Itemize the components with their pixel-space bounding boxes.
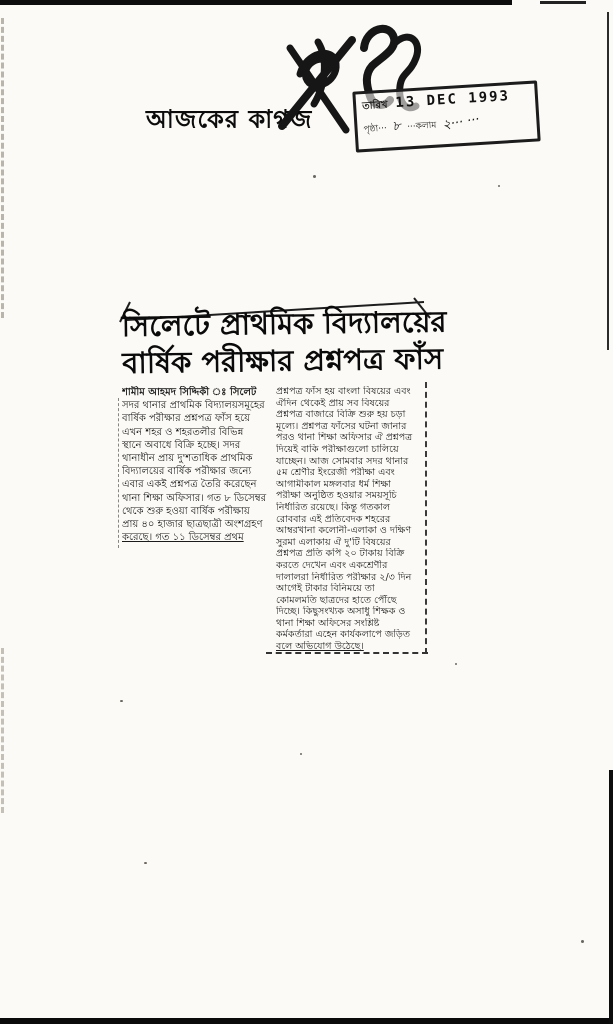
text-line: থানাধীন প্রায় দু'শতাধিক প্রাথমিক xyxy=(122,453,253,465)
text-line: আগেই টাকার বিনিময়ে তা xyxy=(276,583,375,595)
text-line: দিয়েই বাকি পরীক্ষাগুলো চালিয়ে xyxy=(276,443,399,455)
text-line: মূল্যে। প্রশ্নপত্র ফাঁসের ঘটনা জানার xyxy=(276,420,407,432)
text-line: প্রশ্নপত্র বাজারে বিক্রি শুরু হয় চড়া xyxy=(276,409,406,421)
text-line: পরও থানা শিক্ষা অফিসার ঐ প্রশ্নপত্র xyxy=(276,432,413,444)
noise-speck xyxy=(581,940,584,943)
noise-speck xyxy=(455,663,457,665)
text-line: বলে অভিযোগ উঠেছে। xyxy=(276,641,364,653)
text-line: কোমলমতি ছাত্রদের হাতে পৌঁছে xyxy=(276,594,397,606)
text-line: করতে দেখেন এবং একশ্রেণীর xyxy=(276,559,388,571)
text-line: সুরমা এলাকায় ঐ দু'টি বিষয়ের xyxy=(276,536,391,548)
newspaper-clipping xyxy=(116,294,447,666)
scan-noise-left-lower xyxy=(1,648,4,813)
text-line: দিচ্ছে। কিছুসংখ্যক অসাধু শিক্ষক ও xyxy=(276,606,406,618)
scan-noise-left xyxy=(1,18,4,318)
article-body xyxy=(122,386,424,653)
text-line: রোববার এই প্রতিবেদক শহরের xyxy=(276,513,391,525)
text-line: প্রশ্নপত্র ফাঁস হয় বাংলা বিষয়ের এবং xyxy=(276,386,411,397)
noise-speck xyxy=(300,753,302,755)
date-stamp xyxy=(352,80,540,152)
scan-edge-right-bar xyxy=(609,770,613,1024)
text-line: আগামীকাল মঙ্গলবার ধর্ম শিক্ষা xyxy=(276,478,391,490)
scan-edge-top xyxy=(0,0,512,5)
text-line: এবার একই প্রশ্নপত্র তৈরি করেছেন xyxy=(122,479,257,491)
noise-speck xyxy=(313,175,316,178)
article-headline xyxy=(121,304,447,382)
stamp-page-handwritten: ৮ xyxy=(391,118,403,135)
stamp-date-value: 13 DEC 1993 xyxy=(394,88,511,112)
scan-edge-bottom xyxy=(0,1018,613,1024)
noise-speck xyxy=(498,185,500,187)
text-line: প্রায় ৪০ হাজার ছাত্রছাত্রী অংশগ্রহণ xyxy=(122,519,263,531)
text-line: পরীক্ষা অনুষ্ঠিত হওয়ার সময়সূচি xyxy=(276,490,397,502)
text-line: সদর থানার প্রাথমিক বিদ্যালয়সমূহের xyxy=(122,400,265,412)
text-line: স্থানে অবাধে বিক্রি হচ্ছে। সদর xyxy=(122,439,241,451)
text-line: প্রশ্নপত্র প্রতি কপি ২০ টাকায় বিক্রি xyxy=(276,548,405,560)
stamp-column-label: ···কলাম xyxy=(406,120,437,133)
text-line: কর্মকর্তারা এহেন কার্যকলাপে জড়িত xyxy=(276,629,410,641)
clipping-torn-left-edge xyxy=(118,398,119,548)
text-line: এখন শহর ও শহরতলীর বিভিন্ন xyxy=(122,426,244,438)
text-line: দালালরা নির্ধারিত পরীক্ষার ২/৩ দিন xyxy=(276,571,412,583)
text-line: যাচ্ছেন। আজ সোমবার সদর থানার xyxy=(276,455,409,467)
text-line: শামীম আহমদ সিদ্দিকী ঃ সিলেট xyxy=(122,387,257,398)
scan-edge-right-line xyxy=(607,12,609,350)
article-end-rule xyxy=(266,652,428,654)
text-line: ৫ম শ্রেণীর ইংরেজী পরীক্ষা এবং xyxy=(276,467,395,479)
noise-speck xyxy=(120,700,123,702)
text-line: আম্বরখানা কলোনী-এলাকা ও দক্ষিণ xyxy=(276,525,412,537)
stamp-date-label: তারিখ xyxy=(361,99,388,113)
scan-edge-top-dash xyxy=(540,1,586,4)
text-line: থানা শিক্ষা অফিসের সংশ্লিষ্ট xyxy=(276,617,380,629)
headline-line-2: বার্ষিক পরীক্ষার প্রশ্নপত্র ফাঁস xyxy=(122,341,444,381)
newspaper-masthead: আজকের কাগজ xyxy=(146,104,313,134)
text-line: নির্ধারিত রয়েছে। কিন্তু গতকাল xyxy=(276,501,390,513)
stamp-column-handwritten: ২··· ··· xyxy=(441,112,481,134)
clipping-torn-right-edge xyxy=(425,382,427,654)
article-column-right xyxy=(276,386,424,653)
text-line: করেছে। গত ১১ ডিসেম্বর প্রথম xyxy=(122,532,244,544)
text-line: ঐদিন থেকেই প্রায় সব বিষয়ের xyxy=(276,397,390,409)
noise-speck xyxy=(144,862,147,864)
headline-line-1: সিলেটে প্রাথমিক বিদ্যালয়ের xyxy=(121,304,447,344)
text-line: বিদ্যালয়ের বার্ষিক পরীক্ষার জন্যে xyxy=(122,466,252,478)
stamp-page-label: পৃষ্ঠা··· xyxy=(363,123,388,136)
text-line: বার্ষিক পরীক্ষার প্রশ্নপত্র ফাঁস হয়ে xyxy=(122,413,251,425)
article-column-left xyxy=(122,386,270,653)
text-line: থানা শিক্ষা অফিসার। গত ৮ ডিসেম্বর xyxy=(122,492,267,504)
text-line: থেকে শুরু হওয়া বার্ষিক পরীক্ষায় xyxy=(122,505,250,517)
